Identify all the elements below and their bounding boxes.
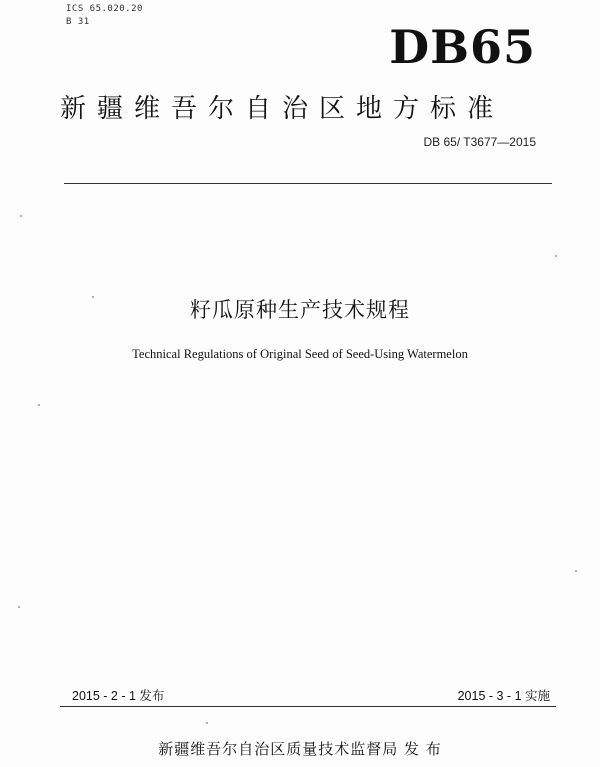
scan-speck — [18, 606, 20, 608]
scan-speck — [38, 404, 40, 406]
scan-speck — [575, 570, 577, 572]
document-title-chinese: 籽瓜原种生产技术规程 — [190, 298, 410, 322]
implement-date: 2015 - 3 - 1 实施 — [457, 689, 550, 703]
scan-speck — [555, 255, 557, 257]
ics-code: ICS 65.020.20 — [66, 4, 143, 14]
scan-speck — [92, 296, 94, 298]
standard-number: DB 65/ T3677—2015 — [423, 135, 536, 149]
footer-divider — [60, 706, 556, 707]
ccs-code: B 31 — [66, 17, 90, 27]
standard-logo: DB65 — [389, 20, 536, 74]
scan-speck — [206, 722, 208, 724]
publish-date: 2015 - 2 - 1 发布 — [72, 689, 165, 703]
document-title-english: Technical Regulations of Original Seed of Seed-Using Watermelon — [132, 347, 468, 361]
standard-category: 新疆维吾尔自治区地方标准 — [60, 94, 505, 124]
issuing-authority: 新疆维吾尔自治区质量技术监督局 发 布 — [158, 740, 442, 758]
header-divider — [64, 183, 552, 184]
scan-speck — [20, 215, 22, 217]
